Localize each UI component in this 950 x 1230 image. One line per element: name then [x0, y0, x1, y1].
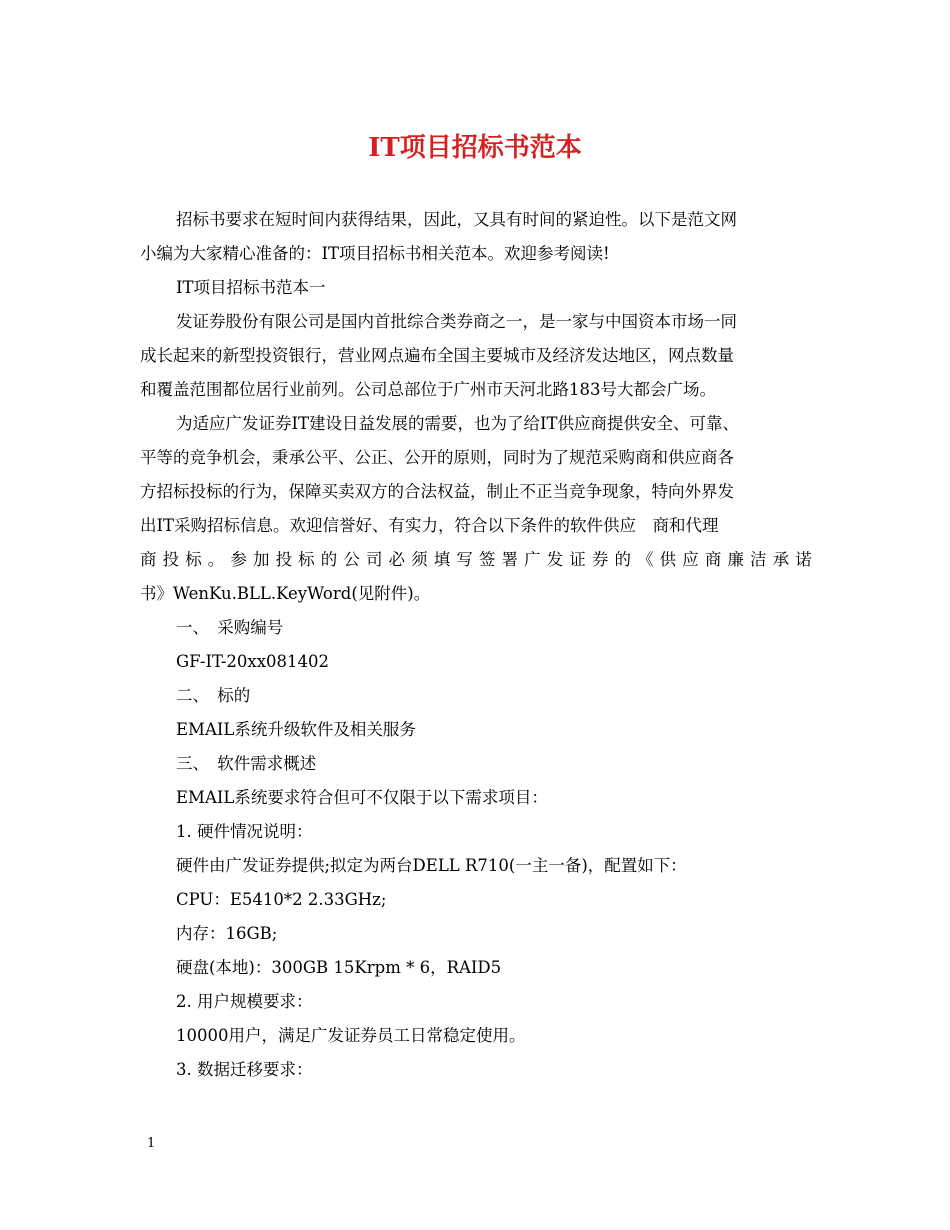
list-heading: 1. 硬件情况说明： [176, 822, 313, 841]
list-text: 10000用户，满足广发证券员工日常稳定使用。 [176, 1026, 526, 1045]
paragraph-line: 出IT采购招标信息。欢迎信誉好、有实力，符合以下条件的软件供应 商和代理 [140, 516, 719, 535]
paragraph-line: 招标书要求在短时间内获得结果，因此，又具有时间的紧迫性。以下是范文网 [176, 210, 737, 229]
list-heading: 一、 采购编号 [176, 618, 284, 637]
list-text: 内存：16GB; [176, 924, 278, 943]
paragraph-line: 小编为大家精心准备的：IT项目招标书相关范本。欢迎参考阅读! [140, 244, 610, 263]
section-heading: IT项目招标书范本一 [176, 278, 326, 297]
document-body [140, 203, 812, 1087]
paragraph-line: 为适应广发证券IT建设日益发展的需要，也为了给IT供应商提供安全、可靠、 [176, 414, 740, 433]
list-text: EMAIL系统升级软件及相关服务 [176, 720, 416, 739]
paragraph-line: 发证券股份有限公司是国内首批综合类券商之一，是一家与中国资本市场一同 [176, 312, 737, 331]
list-heading: 二、 标的 [176, 686, 251, 705]
paragraph-line: 平等的竞争机会，秉承公平、公正、公开的原则，同时为了规范采购商和供应商各 [140, 448, 734, 467]
list-text: GF-IT-20xx081402 [176, 652, 330, 671]
paragraph-line-justified: 商 投 标 。 参 加 投 标 的 公 司 必 须 填 写 签 署 广 发 证 券 的 《 供 应 商 廉 洁 承 诺 [140, 550, 812, 569]
list-text: CPU：E5410*2 2.33GHz; [176, 890, 387, 909]
paragraph-line: 书》WenKu.BLL.KeyWord(见附件)。 [140, 584, 431, 603]
list-heading: 三、 软件需求概述 [176, 754, 317, 773]
list-heading: 2. 用户规模要求： [176, 992, 313, 1011]
paragraph-line: 成长起来的新型投资银行，营业网点遍布全国主要城市及经济发达地区，网点数量 [140, 346, 734, 365]
list-text: 硬件由广发证券提供;拟定为两台DELL R710(一主一备)，配置如下： [176, 856, 687, 875]
list-heading: 3. 数据迁移要求： [176, 1060, 313, 1079]
list-text: EMAIL系统要求符合但可不仅限于以下需求项目： [176, 788, 548, 807]
document-title: IT项目招标书范本 [368, 133, 582, 163]
page-number: 1 [147, 1136, 156, 1151]
paragraph-line: 方招标投标的行为，保障买卖双方的合法权益，制止不正当竞争现象，特向外界发 [140, 482, 734, 501]
paragraph-line: 和覆盖范围都位居行业前列。公司总部位于广州市天河北路183号大都会广场。 [140, 380, 716, 399]
list-text: 硬盘(本地)：300GB 15Krpm * 6，RAID5 [176, 958, 502, 977]
